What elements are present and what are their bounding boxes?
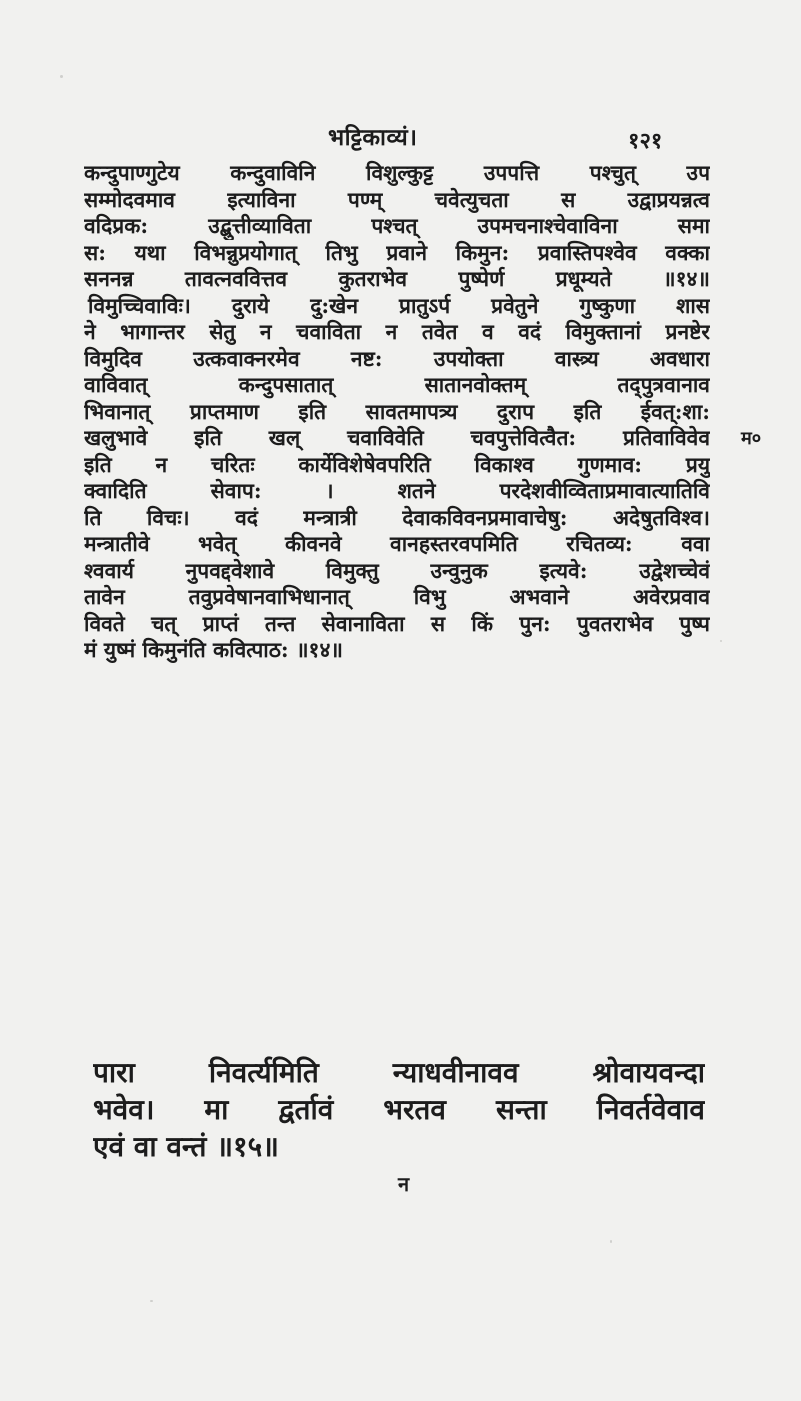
text-line: स: यथा विभन्नुप्रयोगात् तिभु प्रवाने किमुन: प्रवास्तिपश्वेव वक्का xyxy=(84,239,710,265)
text-line: कन्दुपाण्गुटेय कन्दुवाविनि विशुल्कुट्ट उपपत्ति पश्चुत् उप xyxy=(84,160,710,185)
margin-note: म० xyxy=(741,428,762,449)
text-line: विमुच्चिवाविः। दुराये दु:खेन प्रातुऽर्प प्रवेतुने गुष्कुणा शास xyxy=(88,292,710,318)
text-line: भिवानात् प्राप्तमाण इति सावतमापत्र्य दुराप इति ईवत्:शा: xyxy=(84,398,710,424)
signature-mark: न xyxy=(398,1172,410,1196)
text-line: विवते चत् प्राप्तं तन्त सेवानाविता स किं पुन: पुवतराभेव पुष्प xyxy=(84,610,710,636)
text-line: मं युष्मं किमुनंति कवित्पाठ: ॥१४॥ xyxy=(84,637,343,662)
text-line: ति विचः। वदं मन्त्रात्री देवाकविवनप्रमावाचेषु: अदेषुतविश्व। xyxy=(84,504,710,530)
text-line: ने भागान्तर सेतु न चवाविता न तवेत व वदं विमुक्तानां प्रनष्टेर xyxy=(84,319,710,344)
text-line: वाविवात् कन्दुपसातात् सातानवोक्तम् तद्पुत्रवानाव xyxy=(84,372,710,397)
running-header-title: भट्टिकाव्यं। xyxy=(328,124,418,151)
text-line: सम्मोदवमाव इत्याविना पण्म् चवेत्युचता स उद्वाप्रयन्नत्व xyxy=(84,186,710,212)
text-line: श्ववार्य नुपवद्दवेशावे विमुक्तु उन्वुनुक इत्यवे: उद्वेशच्चेवं xyxy=(84,557,710,583)
text-line: इति न चरितः कार्येविशेषेवपरिति विकाश्व गुणमाव: प्रयु xyxy=(84,451,710,477)
text-line: क्वादिति सेवाप: । शतने परदेशवीव्विताप्रमावात्यातिवि xyxy=(84,478,710,503)
text-line: खलुभावे इति खल् चवाविवेति चवपुत्तेवित्वैत: प्रतिवाविवेव xyxy=(84,425,710,450)
text-line: तावेन तवुप्रवेषानवाभिधानात् विभु अभवाने अवेरप्रवाव xyxy=(84,584,710,609)
text-line: विमुदिव उत्कवाक्नरमेव नष्ट: उपयोक्ता वास्त्र्य अवधारा xyxy=(84,345,710,371)
text-line: मन्त्रातीवे भवेत् कीवनवे वानहस्तरवपमिति रचितव्य: ववा xyxy=(84,531,710,556)
text-line: सननन्न तावत्नववित्तव कुतराभेव पुष्पेर्ण प्रधूम्यते ॥१४॥ xyxy=(84,266,710,291)
verse-block xyxy=(93,1054,705,1165)
paper-speck xyxy=(150,1300,153,1302)
commentary-text xyxy=(84,160,710,664)
verse-line: भवेव। मा द्वर्तावं भरतव सन्ता निवर्तवेवाव xyxy=(93,1093,705,1126)
paper-speck xyxy=(610,1240,612,1243)
page-number: १२१ xyxy=(628,128,663,154)
verse-line: पारा निवर्त्यमिति न्याधवीनावव श्रोवायवन्दा xyxy=(93,1056,705,1089)
text-line: वदिप्रक: उद्बुत्तीव्याविता पश्चत् उपमचनाश्चेवाविना समा xyxy=(84,213,710,238)
verse-line: एवं वा वन्तं ॥१५॥ xyxy=(93,1130,279,1163)
paper-speck xyxy=(60,75,63,78)
paper-speck xyxy=(720,640,722,642)
